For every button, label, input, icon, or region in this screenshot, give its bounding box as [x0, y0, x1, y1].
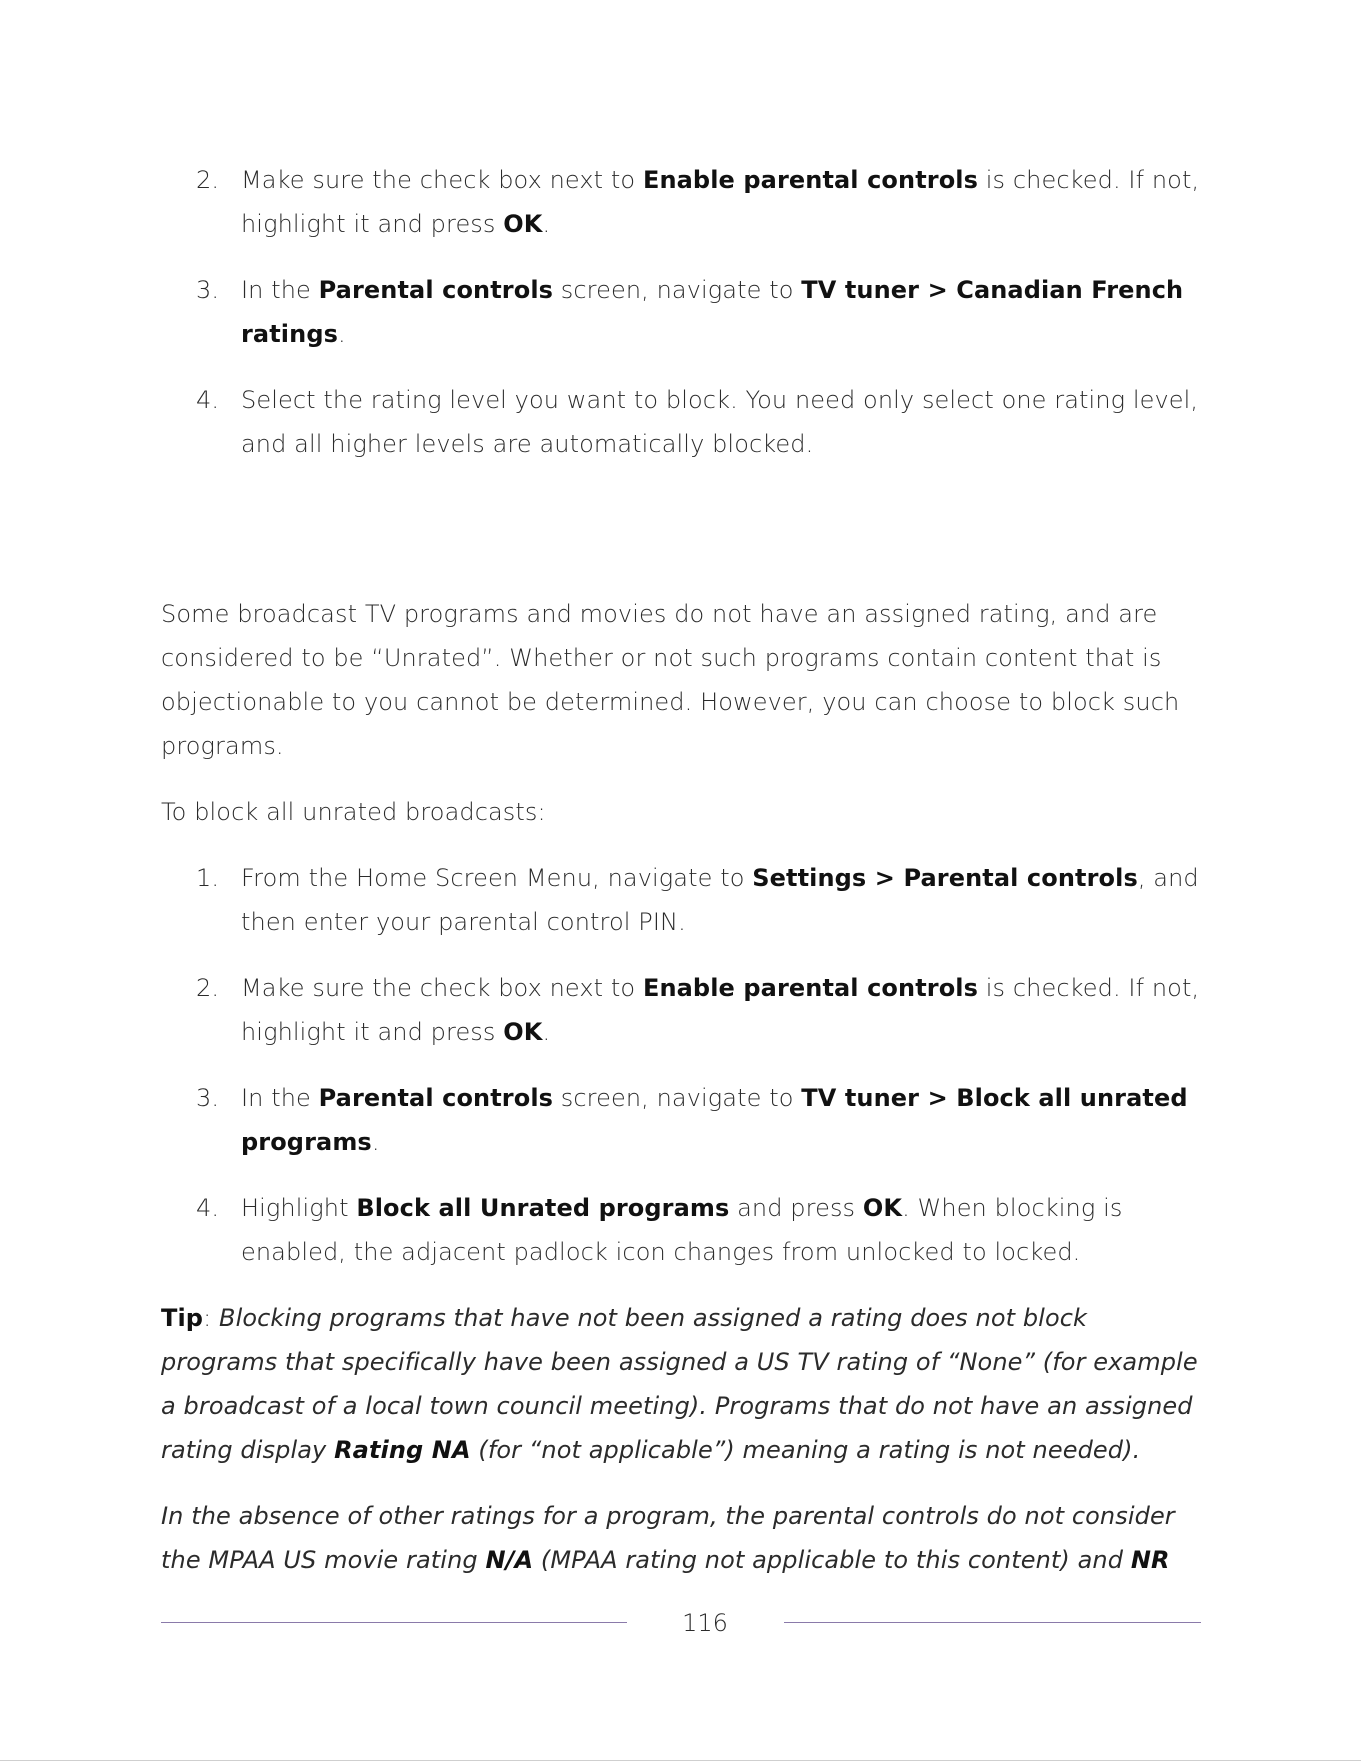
- bold-text: Block all Unrated programs: [356, 1194, 730, 1222]
- step-item: [161, 856, 1211, 944]
- bold-text: Parental controls: [318, 276, 554, 304]
- bold-text: Settings > Parental controls: [752, 864, 1138, 892]
- section-gap: [161, 488, 1211, 592]
- text-run: . When blocking is enabled, the adjacent padlock icon changes from unlocked to locked.: [241, 1194, 1123, 1266]
- step-number: 1.: [196, 864, 220, 892]
- unrated-intro-paragraph: Some broadcast TV programs and movies do not have an assigned rating, and are considered to be “Unrated”. Whether or not such programs contain content that is objectionable to you cannot be determined. However, you can choose to block such programs.: [161, 600, 1180, 760]
- footer-rule-left: [161, 1622, 627, 1623]
- step-item: [161, 378, 1211, 466]
- bold-text: Enable parental controls: [642, 166, 979, 194]
- step-number: 4.: [196, 1194, 220, 1222]
- text-run: is checked. If not, highlight it and press: [241, 166, 1200, 238]
- bold-text: OK: [503, 1018, 543, 1046]
- text-run: Make sure the check box next to: [241, 166, 643, 194]
- step-item: [161, 966, 1211, 1054]
- step-text: [241, 974, 1199, 1046]
- text-run: In the: [241, 1084, 319, 1112]
- text-run: .: [542, 1018, 551, 1046]
- text-run: and press: [729, 1194, 863, 1222]
- tip-body: [161, 1304, 1198, 1464]
- tip-paragraph: [161, 1296, 1211, 1472]
- text-run: In the: [241, 276, 319, 304]
- step-number: 3.: [196, 276, 220, 304]
- tip-label: Tip: [161, 1304, 204, 1332]
- step-text: [241, 166, 1199, 238]
- step-number: 3.: [196, 1084, 220, 1112]
- text-run: (for “not applicable”) meaning a rating is not needed).: [470, 1436, 1141, 1464]
- text-run: Select the rating level you want to block. You need only select one rating level, and all higher levels are automatically blocked.: [241, 386, 1199, 458]
- text-run: Highlight: [241, 1194, 357, 1222]
- unrated-lead-paragraph: To block all unrated broadcasts:: [161, 798, 546, 826]
- text-run: Blocking programs that have not been assigned a rating does not block programs that specifically have been assigned a US TV rating of “None” (for example a broadcast of a local town council meeting). Programs that do not have an assigned rating display: [161, 1304, 1198, 1464]
- text-run: .: [542, 210, 551, 238]
- step-number: 2.: [196, 974, 220, 1002]
- step-text: [241, 864, 1199, 936]
- steps-list-unrated: [161, 856, 1211, 1274]
- text-run: In the absence of other ratings for a program, the parental controls do not consider the MPAA US movie rating: [161, 1502, 1175, 1574]
- bold-text: Enable parental controls: [642, 974, 979, 1002]
- mpaa-note-paragraph: [161, 1494, 1211, 1582]
- step-item: [161, 1076, 1211, 1164]
- bold-text: OK: [503, 210, 543, 238]
- bold-text: TV tuner > Block all unrated programs: [241, 1084, 1188, 1156]
- page-footer: [161, 1603, 1201, 1643]
- step-item: [161, 158, 1211, 246]
- step-number: 2.: [196, 166, 220, 194]
- tip-separator: :: [203, 1304, 219, 1332]
- page-content: [161, 158, 1211, 1604]
- text-run: Make sure the check box next to: [241, 974, 643, 1002]
- bold-text: Parental controls: [318, 1084, 554, 1112]
- step-text: [241, 1084, 1188, 1156]
- step-item: [161, 1186, 1211, 1274]
- steps-list-canadian-french: [161, 158, 1211, 466]
- step-item: [161, 268, 1211, 356]
- step-text: [241, 276, 1183, 348]
- step-text: [241, 1194, 1122, 1266]
- text-run: screen, navigate to: [553, 276, 802, 304]
- footer-rule-right: [784, 1622, 1201, 1623]
- text-run: .: [371, 1128, 380, 1156]
- text-run: screen, navigate to: [553, 1084, 802, 1112]
- bold-text: N/A: [485, 1546, 534, 1574]
- text-run: (MPAA rating not applicable to this content) and: [533, 1546, 1131, 1574]
- step-text: [241, 386, 1198, 458]
- step-number: 4.: [196, 386, 220, 414]
- text-run: is checked. If not, highlight it and press: [241, 974, 1200, 1046]
- text-run: From the Home Screen Menu, navigate to: [241, 864, 753, 892]
- page-number: 116: [682, 1609, 728, 1637]
- bold-text: OK: [862, 1194, 903, 1222]
- bold-text: NR: [1130, 1546, 1170, 1574]
- bold-text: Rating NA: [334, 1436, 471, 1464]
- text-run: .: [337, 320, 346, 348]
- bold-text: TV tuner > Canadian French ratings: [241, 276, 1184, 348]
- text-run: , and then enter your parental control PIN.: [241, 864, 1199, 936]
